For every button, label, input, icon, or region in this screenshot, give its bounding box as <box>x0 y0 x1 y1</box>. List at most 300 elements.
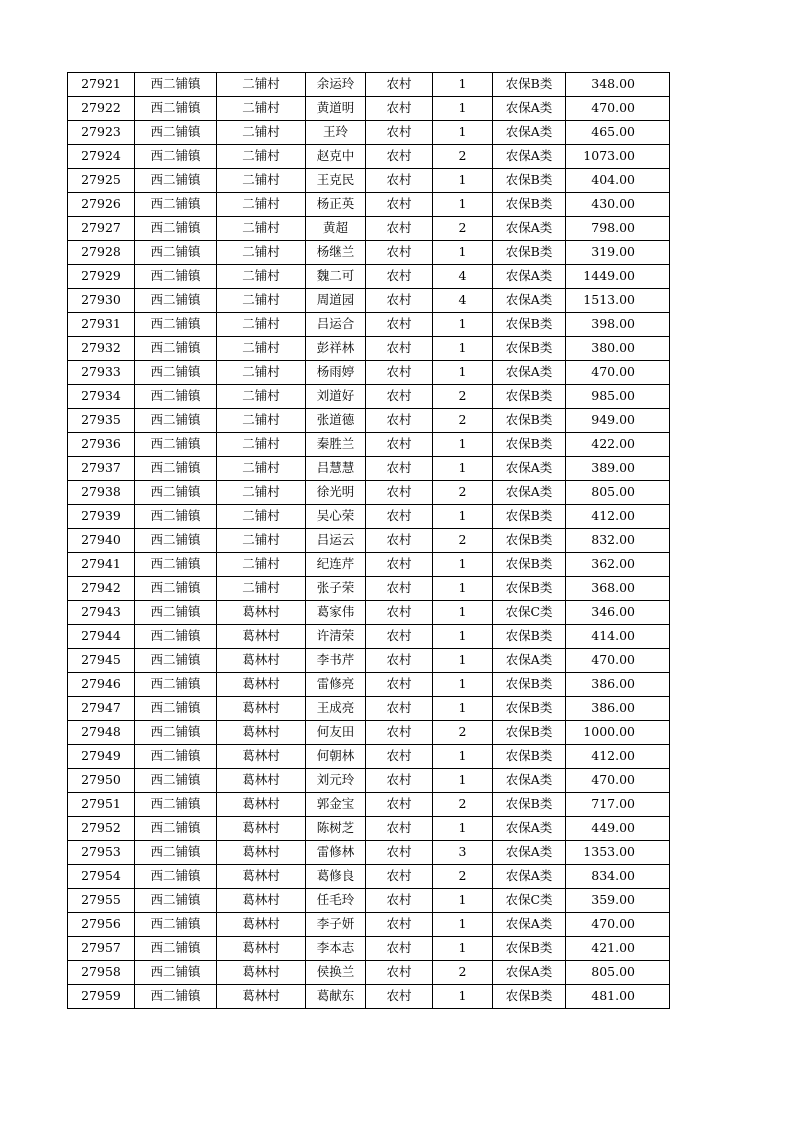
category-cell: 农保A类 <box>493 817 566 841</box>
record-id-cell: 27958 <box>68 961 135 985</box>
table-row <box>68 457 670 481</box>
category-cell: 农保A类 <box>493 457 566 481</box>
amount-cell: 362.00 <box>566 553 670 577</box>
record-id-cell: 27935 <box>68 409 135 433</box>
table-row <box>68 361 670 385</box>
village-cell: 葛林村 <box>217 889 306 913</box>
village-cell: 葛林村 <box>217 649 306 673</box>
town-cell: 西二铺镇 <box>135 913 217 937</box>
name-cell: 秦胜兰 <box>306 433 366 457</box>
table-row <box>68 289 670 313</box>
village-cell: 二铺村 <box>217 529 306 553</box>
category-cell: 农保B类 <box>493 433 566 457</box>
record-id-cell: 27954 <box>68 865 135 889</box>
village-cell: 葛林村 <box>217 745 306 769</box>
record-id-cell: 27924 <box>68 145 135 169</box>
record-id-cell: 27944 <box>68 625 135 649</box>
record-id-cell: 27943 <box>68 601 135 625</box>
name-cell: 王玲 <box>306 121 366 145</box>
amount-cell: 346.00 <box>566 601 670 625</box>
name-cell: 魏二可 <box>306 265 366 289</box>
household-type-cell: 农村 <box>366 577 433 601</box>
record-id-cell: 27938 <box>68 481 135 505</box>
table-row <box>68 481 670 505</box>
member-count-cell: 1 <box>433 673 493 697</box>
name-cell: 杨雨婷 <box>306 361 366 385</box>
table-row <box>68 841 670 865</box>
member-count-cell: 2 <box>433 145 493 169</box>
category-cell: 农保B类 <box>493 793 566 817</box>
household-type-cell: 农村 <box>366 169 433 193</box>
household-type-cell: 农村 <box>366 73 433 97</box>
name-cell: 吕慧慧 <box>306 457 366 481</box>
amount-cell: 481.00 <box>566 985 670 1009</box>
town-cell: 西二铺镇 <box>135 241 217 265</box>
household-type-cell: 农村 <box>366 313 433 337</box>
table-row <box>68 649 670 673</box>
amount-cell: 380.00 <box>566 337 670 361</box>
record-id-cell: 27936 <box>68 433 135 457</box>
household-type-cell: 农村 <box>366 793 433 817</box>
name-cell: 彭祥林 <box>306 337 366 361</box>
name-cell: 周道园 <box>306 289 366 313</box>
amount-cell: 834.00 <box>566 865 670 889</box>
record-id-cell: 27921 <box>68 73 135 97</box>
table-row <box>68 553 670 577</box>
town-cell: 西二铺镇 <box>135 169 217 193</box>
name-cell: 郭金宝 <box>306 793 366 817</box>
town-cell: 西二铺镇 <box>135 145 217 169</box>
village-cell: 葛林村 <box>217 769 306 793</box>
village-cell: 葛林村 <box>217 721 306 745</box>
category-cell: 农保B类 <box>493 409 566 433</box>
category-cell: 农保B类 <box>493 193 566 217</box>
household-type-cell: 农村 <box>366 505 433 529</box>
household-type-cell: 农村 <box>366 841 433 865</box>
member-count-cell: 1 <box>433 97 493 121</box>
town-cell: 西二铺镇 <box>135 577 217 601</box>
table-row <box>68 769 670 793</box>
town-cell: 西二铺镇 <box>135 769 217 793</box>
town-cell: 西二铺镇 <box>135 817 217 841</box>
amount-cell: 386.00 <box>566 673 670 697</box>
town-cell: 西二铺镇 <box>135 937 217 961</box>
name-cell: 赵克中 <box>306 145 366 169</box>
member-count-cell: 1 <box>433 769 493 793</box>
table-row <box>68 817 670 841</box>
member-count-cell: 1 <box>433 457 493 481</box>
amount-cell: 470.00 <box>566 913 670 937</box>
name-cell: 杨继兰 <box>306 241 366 265</box>
member-count-cell: 2 <box>433 385 493 409</box>
household-type-cell: 农村 <box>366 817 433 841</box>
table-row <box>68 745 670 769</box>
village-cell: 葛林村 <box>217 793 306 817</box>
record-id-cell: 27946 <box>68 673 135 697</box>
amount-cell: 386.00 <box>566 697 670 721</box>
amount-cell: 404.00 <box>566 169 670 193</box>
village-cell: 二铺村 <box>217 553 306 577</box>
category-cell: 农保A类 <box>493 649 566 673</box>
amount-cell: 949.00 <box>566 409 670 433</box>
table-row <box>68 505 670 529</box>
member-count-cell: 1 <box>433 937 493 961</box>
category-cell: 农保B类 <box>493 529 566 553</box>
category-cell: 农保A类 <box>493 145 566 169</box>
name-cell: 何朝林 <box>306 745 366 769</box>
category-cell: 农保B类 <box>493 673 566 697</box>
member-count-cell: 1 <box>433 985 493 1009</box>
table-row <box>68 433 670 457</box>
name-cell: 陈树芝 <box>306 817 366 841</box>
amount-cell: 414.00 <box>566 625 670 649</box>
household-type-cell: 农村 <box>366 409 433 433</box>
category-cell: 农保A类 <box>493 841 566 865</box>
category-cell: 农保B类 <box>493 745 566 769</box>
record-id-cell: 27942 <box>68 577 135 601</box>
town-cell: 西二铺镇 <box>135 481 217 505</box>
village-cell: 二铺村 <box>217 577 306 601</box>
town-cell: 西二铺镇 <box>135 721 217 745</box>
name-cell: 李书芹 <box>306 649 366 673</box>
member-count-cell: 1 <box>433 505 493 529</box>
village-cell: 二铺村 <box>217 457 306 481</box>
category-cell: 农保B类 <box>493 385 566 409</box>
town-cell: 西二铺镇 <box>135 73 217 97</box>
record-id-cell: 27925 <box>68 169 135 193</box>
member-count-cell: 1 <box>433 577 493 601</box>
table-row <box>68 577 670 601</box>
member-count-cell: 2 <box>433 481 493 505</box>
category-cell: 农保C类 <box>493 889 566 913</box>
category-cell: 农保A类 <box>493 769 566 793</box>
village-cell: 二铺村 <box>217 121 306 145</box>
record-id-cell: 27923 <box>68 121 135 145</box>
amount-cell: 368.00 <box>566 577 670 601</box>
record-id-cell: 27953 <box>68 841 135 865</box>
record-id-cell: 27957 <box>68 937 135 961</box>
village-cell: 葛林村 <box>217 601 306 625</box>
village-cell: 二铺村 <box>217 361 306 385</box>
town-cell: 西二铺镇 <box>135 337 217 361</box>
town-cell: 西二铺镇 <box>135 193 217 217</box>
household-type-cell: 农村 <box>366 985 433 1009</box>
member-count-cell: 1 <box>433 241 493 265</box>
category-cell: 农保A类 <box>493 121 566 145</box>
record-id-cell: 27934 <box>68 385 135 409</box>
amount-cell: 1353.00 <box>566 841 670 865</box>
category-cell: 农保A类 <box>493 217 566 241</box>
member-count-cell: 1 <box>433 73 493 97</box>
amount-cell: 1000.00 <box>566 721 670 745</box>
member-count-cell: 2 <box>433 529 493 553</box>
amount-cell: 470.00 <box>566 769 670 793</box>
member-count-cell: 2 <box>433 721 493 745</box>
amount-cell: 412.00 <box>566 505 670 529</box>
table-row <box>68 865 670 889</box>
name-cell: 吕运合 <box>306 313 366 337</box>
amount-cell: 465.00 <box>566 121 670 145</box>
household-type-cell: 农村 <box>366 433 433 457</box>
category-cell: 农保B类 <box>493 577 566 601</box>
name-cell: 吴心荣 <box>306 505 366 529</box>
amount-cell: 985.00 <box>566 385 670 409</box>
record-id-cell: 27949 <box>68 745 135 769</box>
member-count-cell: 1 <box>433 697 493 721</box>
table-row <box>68 985 670 1009</box>
household-type-cell: 农村 <box>366 97 433 121</box>
household-type-cell: 农村 <box>366 769 433 793</box>
amount-cell: 430.00 <box>566 193 670 217</box>
category-cell: 农保A类 <box>493 265 566 289</box>
household-type-cell: 农村 <box>366 457 433 481</box>
village-cell: 二铺村 <box>217 409 306 433</box>
name-cell: 王成亮 <box>306 697 366 721</box>
amount-cell: 805.00 <box>566 961 670 985</box>
name-cell: 李子妍 <box>306 913 366 937</box>
household-type-cell: 农村 <box>366 865 433 889</box>
category-cell: 农保B类 <box>493 985 566 1009</box>
village-cell: 二铺村 <box>217 265 306 289</box>
table-row <box>68 265 670 289</box>
household-type-cell: 农村 <box>366 745 433 769</box>
name-cell: 余运玲 <box>306 73 366 97</box>
household-type-cell: 农村 <box>366 265 433 289</box>
record-id-cell: 27952 <box>68 817 135 841</box>
member-count-cell: 2 <box>433 217 493 241</box>
record-id-cell: 27940 <box>68 529 135 553</box>
household-type-cell: 农村 <box>366 337 433 361</box>
member-count-cell: 2 <box>433 961 493 985</box>
village-cell: 二铺村 <box>217 169 306 193</box>
record-id-cell: 27947 <box>68 697 135 721</box>
town-cell: 西二铺镇 <box>135 745 217 769</box>
town-cell: 西二铺镇 <box>135 505 217 529</box>
table-row <box>68 913 670 937</box>
category-cell: 农保A类 <box>493 865 566 889</box>
household-type-cell: 农村 <box>366 889 433 913</box>
name-cell: 刘道好 <box>306 385 366 409</box>
member-count-cell: 1 <box>433 361 493 385</box>
household-type-cell: 农村 <box>366 193 433 217</box>
village-cell: 二铺村 <box>217 241 306 265</box>
table-row <box>68 193 670 217</box>
town-cell: 西二铺镇 <box>135 313 217 337</box>
name-cell: 侯换兰 <box>306 961 366 985</box>
household-type-cell: 农村 <box>366 937 433 961</box>
village-cell: 葛林村 <box>217 673 306 697</box>
category-cell: 农保C类 <box>493 601 566 625</box>
category-cell: 农保A类 <box>493 97 566 121</box>
record-id-cell: 27922 <box>68 97 135 121</box>
record-id-cell: 27956 <box>68 913 135 937</box>
household-type-cell: 农村 <box>366 553 433 577</box>
member-count-cell: 1 <box>433 169 493 193</box>
record-id-cell: 27928 <box>68 241 135 265</box>
table-row <box>68 145 670 169</box>
name-cell: 何友田 <box>306 721 366 745</box>
amount-cell: 422.00 <box>566 433 670 457</box>
household-type-cell: 农村 <box>366 481 433 505</box>
record-id-cell: 27951 <box>68 793 135 817</box>
member-count-cell: 2 <box>433 865 493 889</box>
record-id-cell: 27929 <box>68 265 135 289</box>
member-count-cell: 3 <box>433 841 493 865</box>
amount-cell: 1449.00 <box>566 265 670 289</box>
town-cell: 西二铺镇 <box>135 121 217 145</box>
member-count-cell: 1 <box>433 625 493 649</box>
category-cell: 农保A类 <box>493 289 566 313</box>
village-cell: 二铺村 <box>217 505 306 529</box>
amount-cell: 832.00 <box>566 529 670 553</box>
village-cell: 二铺村 <box>217 385 306 409</box>
table-row <box>68 313 670 337</box>
member-count-cell: 1 <box>433 817 493 841</box>
town-cell: 西二铺镇 <box>135 361 217 385</box>
member-count-cell: 2 <box>433 793 493 817</box>
household-type-cell: 农村 <box>366 673 433 697</box>
household-type-cell: 农村 <box>366 289 433 313</box>
table-row <box>68 241 670 265</box>
member-count-cell: 4 <box>433 289 493 313</box>
record-id-cell: 27926 <box>68 193 135 217</box>
category-cell: 农保B类 <box>493 505 566 529</box>
amount-cell: 359.00 <box>566 889 670 913</box>
table-row <box>68 529 670 553</box>
name-cell: 杨正英 <box>306 193 366 217</box>
name-cell: 吕运云 <box>306 529 366 553</box>
village-cell: 葛林村 <box>217 961 306 985</box>
record-id-cell: 27955 <box>68 889 135 913</box>
amount-cell: 805.00 <box>566 481 670 505</box>
name-cell: 葛献东 <box>306 985 366 1009</box>
town-cell: 西二铺镇 <box>135 841 217 865</box>
table-row <box>68 721 670 745</box>
category-cell: 农保B类 <box>493 697 566 721</box>
household-type-cell: 农村 <box>366 625 433 649</box>
town-cell: 西二铺镇 <box>135 217 217 241</box>
town-cell: 西二铺镇 <box>135 865 217 889</box>
member-count-cell: 1 <box>433 313 493 337</box>
member-count-cell: 1 <box>433 433 493 457</box>
category-cell: 农保A类 <box>493 481 566 505</box>
amount-cell: 470.00 <box>566 361 670 385</box>
village-cell: 葛林村 <box>217 625 306 649</box>
town-cell: 西二铺镇 <box>135 889 217 913</box>
town-cell: 西二铺镇 <box>135 553 217 577</box>
village-cell: 二铺村 <box>217 73 306 97</box>
category-cell: 农保A类 <box>493 913 566 937</box>
village-cell: 二铺村 <box>217 289 306 313</box>
household-type-cell: 农村 <box>366 913 433 937</box>
name-cell: 张道德 <box>306 409 366 433</box>
village-cell: 二铺村 <box>217 313 306 337</box>
record-id-cell: 27930 <box>68 289 135 313</box>
member-count-cell: 2 <box>433 409 493 433</box>
name-cell: 李本志 <box>306 937 366 961</box>
table-row <box>68 601 670 625</box>
table-row <box>68 793 670 817</box>
household-type-cell: 农村 <box>366 961 433 985</box>
village-cell: 二铺村 <box>217 193 306 217</box>
table-row <box>68 961 670 985</box>
village-cell: 葛林村 <box>217 817 306 841</box>
town-cell: 西二铺镇 <box>135 529 217 553</box>
category-cell: 农保B类 <box>493 169 566 193</box>
town-cell: 西二铺镇 <box>135 433 217 457</box>
household-type-cell: 农村 <box>366 649 433 673</box>
town-cell: 西二铺镇 <box>135 385 217 409</box>
household-type-cell: 农村 <box>366 121 433 145</box>
category-cell: 农保A类 <box>493 361 566 385</box>
benefit-table <box>67 72 670 1009</box>
category-cell: 农保B类 <box>493 625 566 649</box>
household-type-cell: 农村 <box>366 601 433 625</box>
town-cell: 西二铺镇 <box>135 457 217 481</box>
member-count-cell: 1 <box>433 649 493 673</box>
name-cell: 王克民 <box>306 169 366 193</box>
household-type-cell: 农村 <box>366 241 433 265</box>
table-row <box>68 121 670 145</box>
table-row <box>68 697 670 721</box>
name-cell: 雷修亮 <box>306 673 366 697</box>
village-cell: 二铺村 <box>217 217 306 241</box>
record-id-cell: 27941 <box>68 553 135 577</box>
record-id-cell: 27933 <box>68 361 135 385</box>
category-cell: 农保B类 <box>493 337 566 361</box>
table-row <box>68 97 670 121</box>
table-row <box>68 169 670 193</box>
table-row <box>68 673 670 697</box>
village-cell: 葛林村 <box>217 697 306 721</box>
table-row <box>68 385 670 409</box>
member-count-cell: 4 <box>433 265 493 289</box>
record-id-cell: 27950 <box>68 769 135 793</box>
amount-cell: 319.00 <box>566 241 670 265</box>
table-row <box>68 73 670 97</box>
name-cell: 张子荣 <box>306 577 366 601</box>
household-type-cell: 农村 <box>366 385 433 409</box>
name-cell: 雷修林 <box>306 841 366 865</box>
category-cell: 农保B类 <box>493 73 566 97</box>
table-body <box>68 73 670 1009</box>
record-id-cell: 27959 <box>68 985 135 1009</box>
amount-cell: 421.00 <box>566 937 670 961</box>
village-cell: 二铺村 <box>217 337 306 361</box>
village-cell: 葛林村 <box>217 937 306 961</box>
village-cell: 二铺村 <box>217 97 306 121</box>
record-id-cell: 27948 <box>68 721 135 745</box>
name-cell: 徐光明 <box>306 481 366 505</box>
amount-cell: 1513.00 <box>566 289 670 313</box>
amount-cell: 449.00 <box>566 817 670 841</box>
name-cell: 葛修良 <box>306 865 366 889</box>
amount-cell: 470.00 <box>566 97 670 121</box>
table-row <box>68 337 670 361</box>
member-count-cell: 1 <box>433 889 493 913</box>
category-cell: 农保B类 <box>493 241 566 265</box>
record-id-cell: 27939 <box>68 505 135 529</box>
category-cell: 农保B类 <box>493 553 566 577</box>
amount-cell: 1073.00 <box>566 145 670 169</box>
town-cell: 西二铺镇 <box>135 697 217 721</box>
town-cell: 西二铺镇 <box>135 961 217 985</box>
record-id-cell: 27927 <box>68 217 135 241</box>
member-count-cell: 1 <box>433 337 493 361</box>
town-cell: 西二铺镇 <box>135 265 217 289</box>
record-id-cell: 27931 <box>68 313 135 337</box>
name-cell: 刘元玲 <box>306 769 366 793</box>
